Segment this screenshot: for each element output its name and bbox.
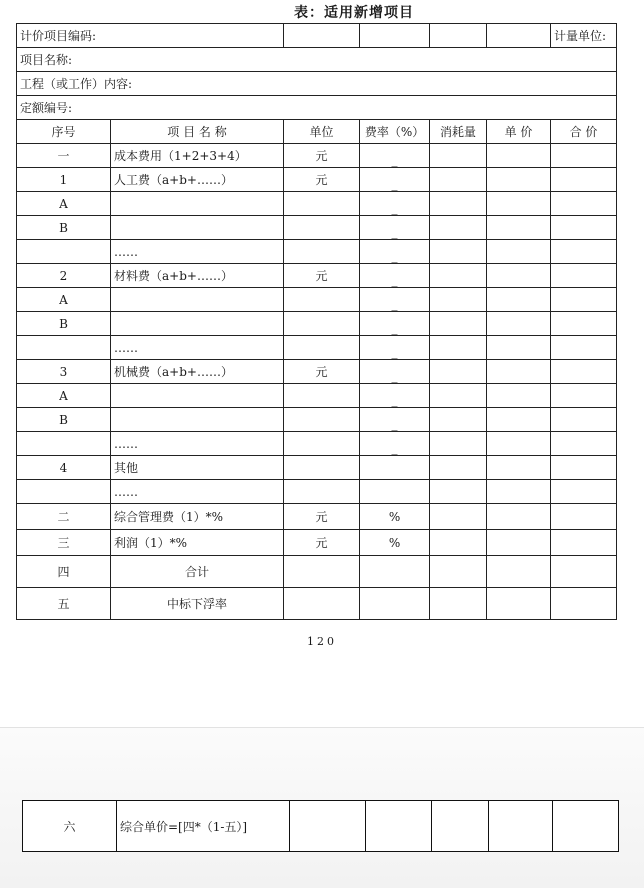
row-unit bbox=[284, 432, 360, 456]
row-consumption bbox=[430, 530, 487, 556]
row-number: 四 bbox=[17, 556, 111, 588]
row-name bbox=[111, 408, 284, 432]
row-name: 中标下浮率 bbox=[111, 588, 284, 620]
row-total-price bbox=[551, 168, 617, 192]
row-name: 合计 bbox=[111, 556, 284, 588]
column-header: 序号 bbox=[17, 120, 111, 144]
row-number: 五 bbox=[17, 588, 111, 620]
row-number: 一 bbox=[17, 144, 111, 168]
table-row bbox=[17, 530, 617, 556]
table-row bbox=[17, 144, 617, 168]
table-row bbox=[23, 801, 619, 852]
table-row bbox=[17, 264, 617, 288]
table-row bbox=[17, 408, 617, 432]
row-rate: _ bbox=[360, 168, 430, 192]
row-number: 三 bbox=[17, 530, 111, 556]
code-cell bbox=[430, 24, 487, 48]
row-name bbox=[111, 192, 284, 216]
row-unit-price bbox=[487, 264, 551, 288]
table-row bbox=[17, 168, 617, 192]
row-name: 综合单价=[四*（1-五）] bbox=[117, 801, 290, 852]
row-consumption bbox=[430, 408, 487, 432]
row-rate: _ bbox=[360, 192, 430, 216]
row-name bbox=[111, 312, 284, 336]
row-rate: % bbox=[360, 504, 430, 530]
table-row bbox=[17, 360, 617, 384]
row-number: 4 bbox=[17, 456, 111, 480]
row-name: …… bbox=[111, 432, 284, 456]
row-unit bbox=[284, 408, 360, 432]
project-name-label: 项目名称: bbox=[17, 48, 617, 72]
row-consumption bbox=[430, 216, 487, 240]
empty-cell bbox=[366, 801, 432, 852]
continuation-table bbox=[22, 800, 619, 852]
row-consumption bbox=[430, 384, 487, 408]
row-unit-price bbox=[487, 288, 551, 312]
row-number: 2 bbox=[17, 264, 111, 288]
row-unit bbox=[284, 556, 360, 588]
table-row bbox=[17, 588, 617, 620]
row-consumption bbox=[430, 192, 487, 216]
row-total-price bbox=[551, 408, 617, 432]
row-unit: 元 bbox=[284, 504, 360, 530]
row-rate bbox=[360, 456, 430, 480]
row-number: A bbox=[17, 192, 111, 216]
row-name: 材料费（a+b+……） bbox=[111, 264, 284, 288]
row-unit-price bbox=[487, 168, 551, 192]
row-number bbox=[17, 240, 111, 264]
row-name bbox=[111, 288, 284, 312]
empty-cell bbox=[489, 801, 553, 852]
row-consumption bbox=[430, 588, 487, 620]
table-row bbox=[17, 216, 617, 240]
row-unit-price bbox=[487, 408, 551, 432]
table-row bbox=[17, 192, 617, 216]
table-row bbox=[17, 504, 617, 530]
row-total-price bbox=[551, 336, 617, 360]
empty-cell bbox=[432, 801, 489, 852]
row-unit-price bbox=[487, 360, 551, 384]
row-name: 机械费（a+b+……） bbox=[111, 360, 284, 384]
row-unit: 元 bbox=[284, 530, 360, 556]
row-number: B bbox=[17, 408, 111, 432]
row-rate: _ bbox=[360, 288, 430, 312]
row-number: 3 bbox=[17, 360, 111, 384]
row-total-price bbox=[551, 480, 617, 504]
row-rate: _ bbox=[360, 144, 430, 168]
row-name bbox=[111, 216, 284, 240]
row-number: 1 bbox=[17, 168, 111, 192]
row-total-price bbox=[551, 312, 617, 336]
row-total-price bbox=[551, 556, 617, 588]
column-header: 单 价 bbox=[487, 120, 551, 144]
row-consumption bbox=[430, 456, 487, 480]
row-number bbox=[17, 480, 111, 504]
table-row bbox=[17, 456, 617, 480]
row-unit bbox=[284, 480, 360, 504]
row-name: 成本费用（1+2+3+4） bbox=[111, 144, 284, 168]
row-consumption bbox=[430, 432, 487, 456]
table-row bbox=[17, 432, 617, 456]
row-unit-price bbox=[487, 432, 551, 456]
quota-number-label: 定额编号: bbox=[17, 96, 617, 120]
row-total-price bbox=[551, 456, 617, 480]
row-unit: 元 bbox=[284, 168, 360, 192]
work-content-label: 工程（或工作）内容: bbox=[17, 72, 617, 96]
row-name bbox=[111, 384, 284, 408]
row-rate: _ bbox=[360, 264, 430, 288]
row-total-price bbox=[551, 504, 617, 530]
row-name: …… bbox=[111, 240, 284, 264]
row-rate: _ bbox=[360, 384, 430, 408]
row-unit-price bbox=[487, 216, 551, 240]
table-row bbox=[17, 480, 617, 504]
row-consumption bbox=[430, 288, 487, 312]
row-unit bbox=[284, 588, 360, 620]
unit-label: 计量单位: bbox=[551, 24, 617, 48]
row-unit bbox=[284, 240, 360, 264]
row-total-price bbox=[551, 216, 617, 240]
row-total-price bbox=[551, 264, 617, 288]
row-name: …… bbox=[111, 336, 284, 360]
column-header: 项 目 名 称 bbox=[111, 120, 284, 144]
page-number: 120 bbox=[307, 635, 337, 648]
row-name: …… bbox=[111, 480, 284, 504]
row-total-price bbox=[551, 588, 617, 620]
row-number bbox=[17, 432, 111, 456]
row-consumption bbox=[430, 480, 487, 504]
row-unit bbox=[284, 456, 360, 480]
table-row bbox=[17, 288, 617, 312]
row-unit bbox=[284, 336, 360, 360]
row-total-price bbox=[551, 288, 617, 312]
row-name: 人工费（a+b+……） bbox=[111, 168, 284, 192]
column-header: 合 价 bbox=[551, 120, 617, 144]
row-unit-price bbox=[487, 530, 551, 556]
row-name: 综合管理费（1）*% bbox=[111, 504, 284, 530]
row-total-price bbox=[551, 530, 617, 556]
row-unit bbox=[284, 192, 360, 216]
row-rate: _ bbox=[360, 336, 430, 360]
row-consumption bbox=[430, 504, 487, 530]
table-row bbox=[17, 336, 617, 360]
row-total-price bbox=[551, 144, 617, 168]
row-number: A bbox=[17, 384, 111, 408]
row-number: B bbox=[17, 216, 111, 240]
column-header: 费率（%） bbox=[360, 120, 430, 144]
row-unit-price bbox=[487, 480, 551, 504]
table-row bbox=[17, 384, 617, 408]
row-consumption bbox=[430, 556, 487, 588]
row-unit: 元 bbox=[284, 264, 360, 288]
row-name: 其他 bbox=[111, 456, 284, 480]
row-total-price bbox=[551, 192, 617, 216]
row-unit bbox=[284, 288, 360, 312]
page-title: 表：适用新增项目 bbox=[294, 5, 414, 21]
row-total-price bbox=[551, 432, 617, 456]
row-number: 六 bbox=[23, 801, 117, 852]
row-total-price bbox=[551, 240, 617, 264]
row-total-price bbox=[551, 384, 617, 408]
row-consumption bbox=[430, 360, 487, 384]
row-unit-price bbox=[487, 192, 551, 216]
row-name: 利润（1）*% bbox=[111, 530, 284, 556]
row-unit bbox=[284, 312, 360, 336]
row-number: B bbox=[17, 312, 111, 336]
row-rate: % bbox=[360, 530, 430, 556]
row-number: A bbox=[17, 288, 111, 312]
table-row bbox=[17, 556, 617, 588]
row-unit-price bbox=[487, 588, 551, 620]
row-unit-price bbox=[487, 312, 551, 336]
code-label: 计价项目编码: bbox=[17, 24, 284, 48]
row-consumption bbox=[430, 312, 487, 336]
row-rate: _ bbox=[360, 216, 430, 240]
row-rate: _ bbox=[360, 240, 430, 264]
code-cell bbox=[487, 24, 551, 48]
empty-cell bbox=[553, 801, 619, 852]
row-consumption bbox=[430, 336, 487, 360]
row-unit: 元 bbox=[284, 360, 360, 384]
column-header: 消耗量 bbox=[430, 120, 487, 144]
row-rate: _ bbox=[360, 408, 430, 432]
row-rate bbox=[360, 480, 430, 504]
row-rate: _ bbox=[360, 360, 430, 384]
code-cell bbox=[284, 24, 360, 48]
row-unit-price bbox=[487, 556, 551, 588]
row-rate: _ bbox=[360, 312, 430, 336]
row-unit-price bbox=[487, 240, 551, 264]
row-rate bbox=[360, 588, 430, 620]
row-unit-price bbox=[487, 144, 551, 168]
row-number: 二 bbox=[17, 504, 111, 530]
row-unit: 元 bbox=[284, 144, 360, 168]
row-consumption bbox=[430, 168, 487, 192]
row-rate: _ bbox=[360, 432, 430, 456]
cost-table bbox=[16, 23, 617, 620]
row-unit bbox=[284, 216, 360, 240]
empty-cell bbox=[290, 801, 366, 852]
row-consumption bbox=[430, 240, 487, 264]
row-unit-price bbox=[487, 456, 551, 480]
row-rate bbox=[360, 556, 430, 588]
row-consumption bbox=[430, 144, 487, 168]
code-cell bbox=[360, 24, 430, 48]
row-unit-price bbox=[487, 504, 551, 530]
table-row bbox=[17, 240, 617, 264]
row-total-price bbox=[551, 360, 617, 384]
row-consumption bbox=[430, 264, 487, 288]
column-header-row bbox=[17, 120, 617, 144]
table-row bbox=[17, 312, 617, 336]
row-unit-price bbox=[487, 336, 551, 360]
column-header: 单位 bbox=[284, 120, 360, 144]
row-number bbox=[17, 336, 111, 360]
row-unit-price bbox=[487, 384, 551, 408]
row-unit bbox=[284, 384, 360, 408]
